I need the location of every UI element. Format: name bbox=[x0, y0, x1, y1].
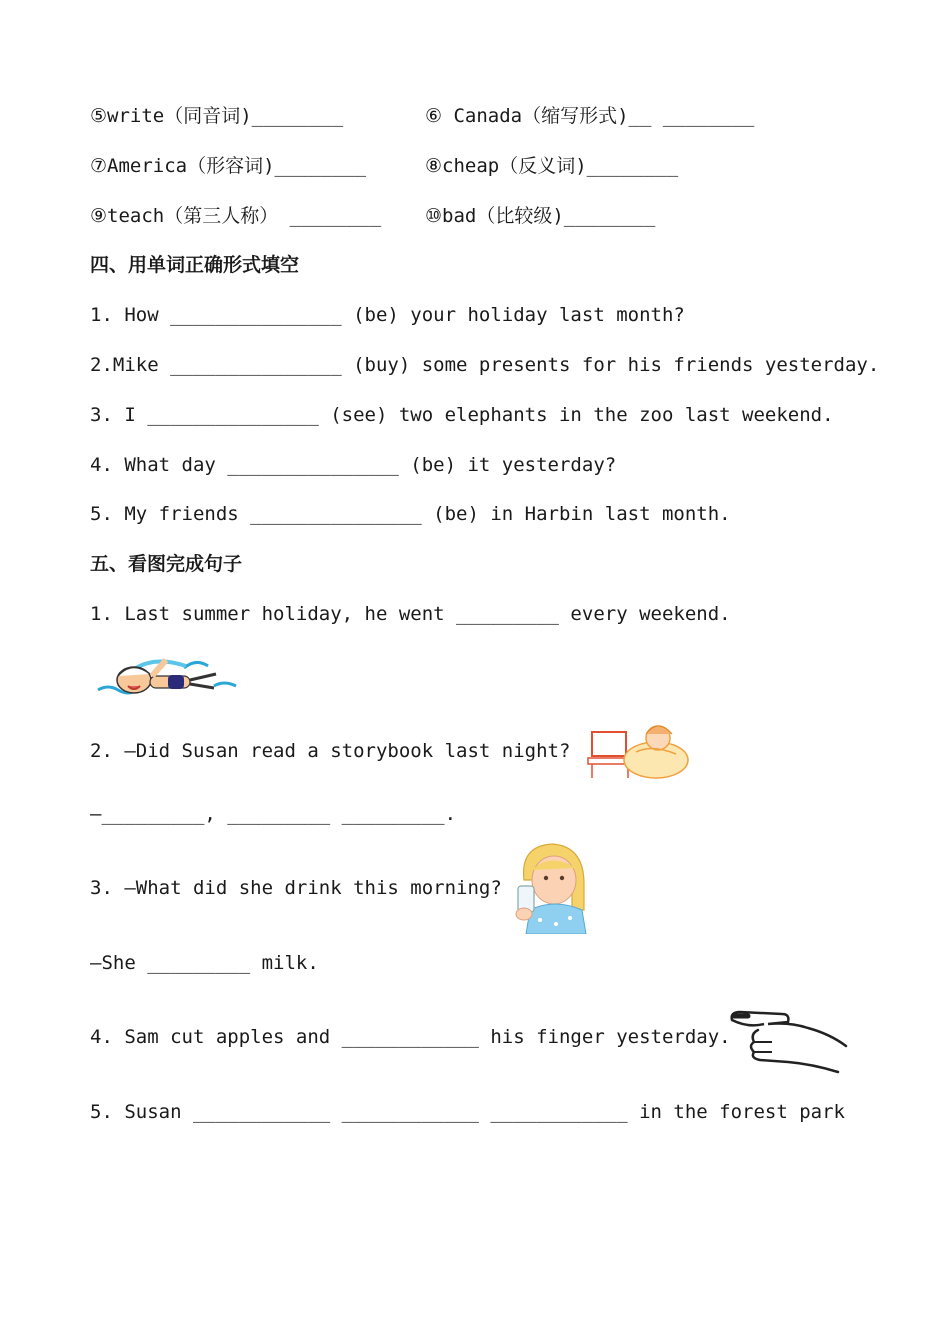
section4-item-3: 3. I _______________ (see) two elephants in the zoo last weekend. bbox=[90, 404, 834, 426]
vocab-cheap: ⑧cheap（反义词)________ bbox=[425, 155, 679, 177]
vocab-write: ⑤write（同音词)________ bbox=[90, 105, 344, 127]
section4-title: 四、用单词正确形式填空 bbox=[90, 254, 300, 276]
section5-title: 五、看图完成句子 bbox=[90, 553, 243, 575]
girl-drinking-milk-icon bbox=[510, 840, 590, 934]
section5-q4: 4. Sam cut apples and ____________ his finger yesterday. bbox=[90, 1026, 731, 1048]
section5-q5: 5. Susan ____________ ____________ ____________ in the forest park bbox=[90, 1101, 845, 1123]
hurt-finger-icon bbox=[728, 1004, 850, 1076]
swimmer-icon bbox=[96, 656, 246, 704]
section5-q2-answer: —_________, _________ _________. bbox=[90, 803, 457, 825]
section4-item-4: 4. What day _______________ (be) it yesterday? bbox=[90, 454, 617, 476]
section5-q2: 2. —Did Susan read a storybook last night? bbox=[90, 740, 571, 762]
section4-item-2: 2.Mike _______________ (buy) some presents for his friends yesterday. bbox=[90, 354, 880, 376]
tv-sleeping-icon bbox=[586, 714, 691, 782]
section4-item-1: 1. How _______________ (be) your holiday last month? bbox=[90, 304, 685, 326]
section5-q1: 1. Last summer holiday, he went _________ every weekend. bbox=[90, 603, 731, 625]
vocab-america: ⑦America（形容词)________ bbox=[90, 155, 367, 177]
section5-q3: 3. —What did she drink this morning? bbox=[90, 877, 502, 899]
vocab-canada: ⑥ Canada（缩写形式)__ ________ bbox=[425, 105, 755, 127]
vocab-bad: ⑩bad（比较级)________ bbox=[425, 205, 656, 227]
vocab-teach: ⑨teach（第三人称） ________ bbox=[90, 205, 382, 227]
section5-q3-answer: —She _________ milk. bbox=[90, 952, 319, 974]
section4-item-5: 5. My friends _______________ (be) in Harbin last month. bbox=[90, 503, 731, 525]
